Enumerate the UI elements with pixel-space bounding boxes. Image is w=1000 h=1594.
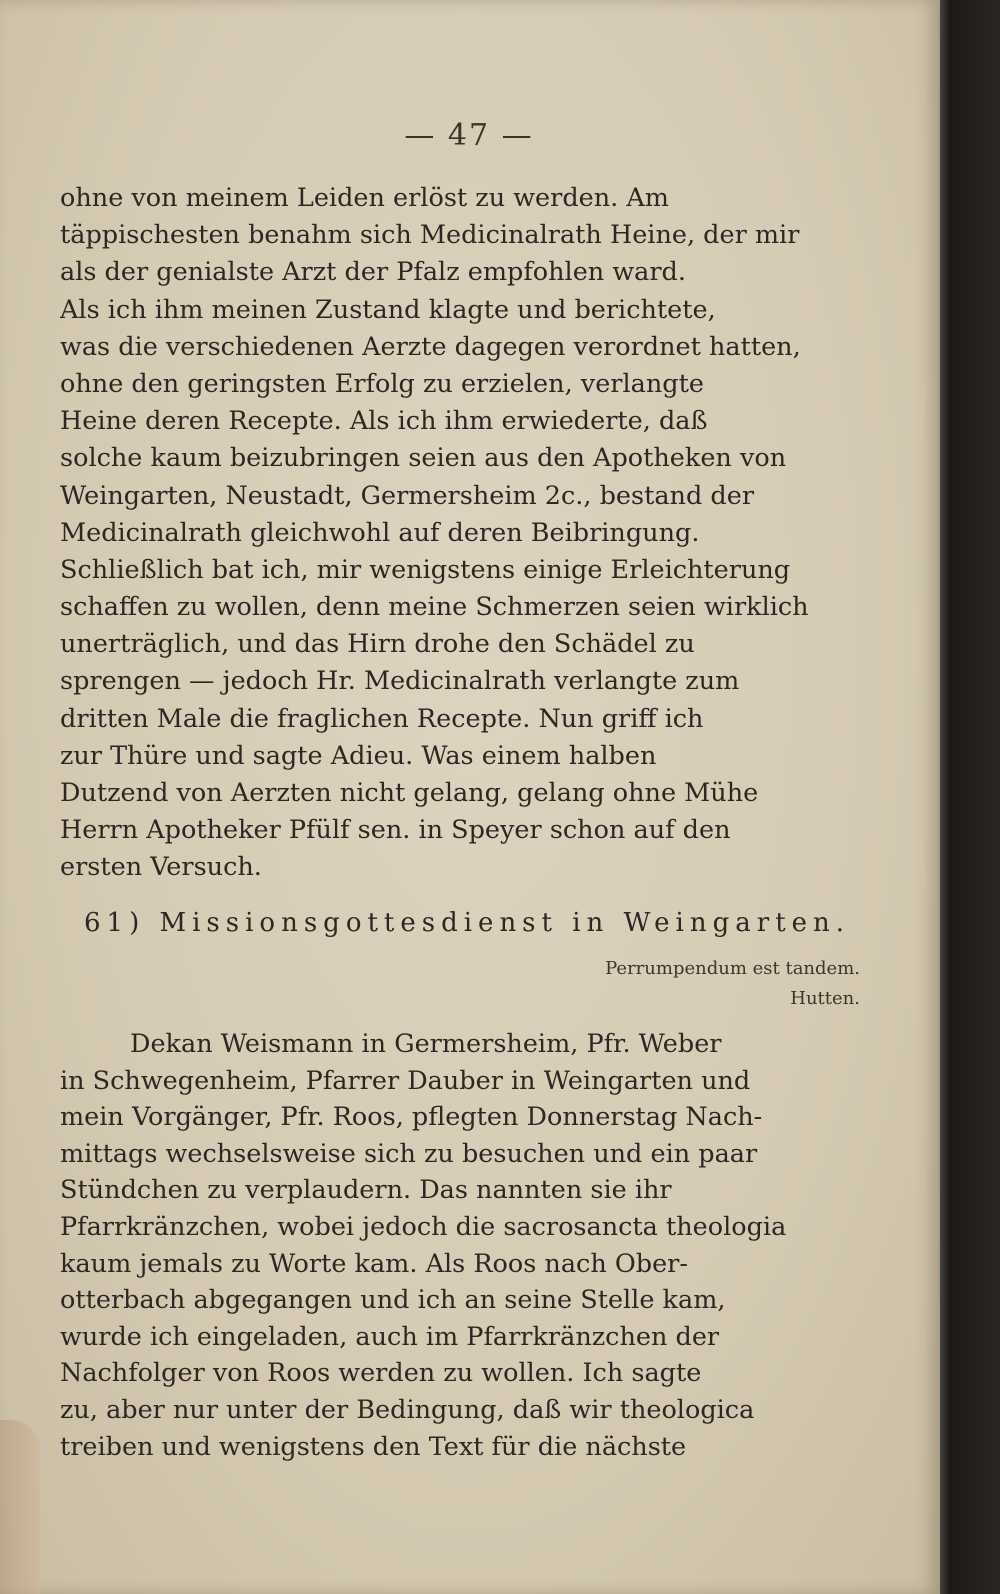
text-line: zur Thüre und sagte Adieu. Was einem halben: [60, 740, 657, 771]
text-line: wurde ich eingeladen, auch im Pfarrkränzchen der: [60, 1321, 720, 1352]
motto-author: Hutten.: [790, 988, 860, 1009]
text-line: Stündchen zu verplaudern. Das nannten sie ihr: [60, 1175, 672, 1206]
text-line: solche kaum beizubringen seien aus den Apotheken von: [60, 443, 787, 474]
text-line: in Schwegenheim, Pfarrer Dauber in Weingarten und: [60, 1065, 751, 1096]
text-line: Heine deren Recepte. Als ich ihm erwiederte, daß: [60, 406, 708, 437]
motto-quote: [460, 954, 860, 1014]
text-line: Medicinalrath gleichwohl auf deren Beibringung.: [60, 517, 700, 548]
text-line: Pfarrkränzchen, wobei jedoch die sacrosancta theologia: [60, 1211, 787, 1242]
text-line: Als ich ihm meinen Zustand klagte und berichtete,: [60, 294, 716, 325]
text-line: dritten Male die fraglichen Recepte. Nun griff ich: [60, 703, 704, 734]
thumb-shadow: [0, 1420, 40, 1594]
text-line: ohne den geringsten Erfolg zu erzielen, verlangte: [60, 368, 704, 399]
text-line: Herrn Apotheker Pfülf sen. in Speyer schon auf den: [60, 815, 731, 846]
text-line: ersten Versuch.: [60, 852, 262, 883]
page-number: — 47 —: [404, 118, 534, 153]
text-line: mein Vorgänger, Pfr. Roos, pflegten Donnerstag Nach-: [60, 1102, 763, 1133]
text-line: unerträglich, und das Hirn drohe den Schädel zu: [60, 629, 695, 660]
text-line: Dutzend von Aerzten nicht gelang, gelang ohne Mühe: [60, 778, 759, 808]
text-line: als der genialste Arzt der Pfalz empfohlen ward.: [60, 257, 686, 288]
text-line: zu, aber nur unter der Bedingung, daß wir theologica: [60, 1394, 755, 1425]
text-line: schaffen zu wollen, denn meine Schmerzen seien wirklich: [60, 592, 809, 623]
motto-text: Perrumpendum est tandem.: [605, 958, 860, 979]
text-line: treiben und wenigstens den Text für die nächste: [60, 1431, 687, 1462]
text-line: was die verschiedenen Aerzte dagegen verordnet hatten,: [60, 331, 801, 362]
text-line: mittags wechselsweise sich zu besuchen und ein paar: [60, 1138, 758, 1169]
text-line: ohne von meinem Leiden erlöst zu werden. Am: [60, 183, 669, 213]
text-line: Dekan Weismann in Germersheim, Pfr. Weber: [130, 1029, 722, 1059]
paragraph-1: [60, 180, 860, 887]
text-line: Weingarten, Neustadt, Germersheim 2c., bestand der: [60, 480, 755, 511]
text-line: täppischesten benahm sich Medicinalrath Heine, der mir: [60, 220, 800, 251]
text-line: Schließlich bat ich, mir wenigstens einige Erleichterung: [60, 554, 791, 585]
text-line: Nachfolger von Roos werden zu wollen. Ich sagte: [60, 1358, 702, 1389]
section-heading: 61) Missionsgottesdienst in Weingarten.: [84, 908, 851, 938]
text-line: sprengen — jedoch Hr. Medicinalrath verlangte zum: [60, 666, 740, 697]
text-line: otterbach abgegangen und ich an seine Stelle kam,: [60, 1285, 726, 1316]
paragraph-2: [60, 1026, 860, 1465]
text-line: kaum jemals zu Worte kam. Als Roos nach Ober-: [60, 1248, 688, 1279]
